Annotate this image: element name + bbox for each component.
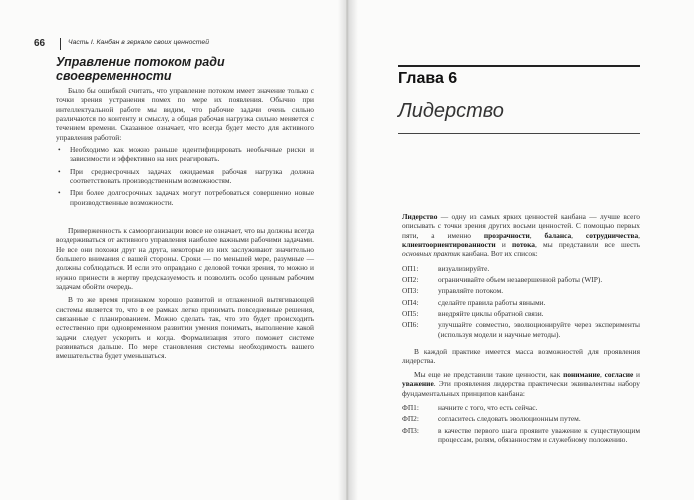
list-item-text: управляйте потоком. [438, 286, 504, 296]
list-item-text: Необходимо как можно раньше идентифицировать необычные риски и зависимости и эффективно на них реагировать. [70, 145, 314, 164]
list-code: ФП3: [402, 425, 419, 435]
value-term: потока [512, 240, 535, 250]
list-item [402, 275, 640, 284]
paragraph: Было бы ошибкой считать, что управление потоком имеет значение только с точки зрения устранения помех по мере их появления. Обычно при интеллектуальной работе мы видим, что рабочие задачи очень сильно различаются по контенту и смыслу, а общая рабочая нагрузка сильно меняется с течением времени. Сказанное означает, что всегда будет место для активного управления работой: [56, 86, 314, 142]
list-code: ОП6: [402, 320, 419, 330]
list-item-text: в качестве первого шага проявите уважение к существующим процессам, ролям, обязанностям и служебному положению. [438, 425, 640, 444]
value-term: прозрачности [483, 230, 530, 240]
list-item [402, 298, 640, 307]
list-item [402, 414, 640, 423]
list-item-text: внедряйте циклы обратной связи. [438, 309, 544, 319]
value-term: согласие [604, 369, 634, 379]
term-leadership: Лидерство [402, 212, 438, 221]
list-item [56, 188, 314, 207]
bullet-icon: • [58, 145, 61, 155]
list-item-text: сделайте правила работы явными. [438, 297, 546, 307]
text-run: , мы представили все шесть [534, 240, 640, 250]
text-run: , [638, 230, 641, 240]
text-run: — одну из самых ярких ценностей канбана — лучше всего описывать с точки зрения других восьми ценностей. С помощью первых пяти, а именно [402, 212, 640, 240]
list-code: ОП3: [402, 286, 419, 296]
value-term: понимание [563, 369, 601, 379]
intro-paragraph [402, 212, 640, 259]
list-item [402, 320, 640, 339]
page-number: 66 [34, 38, 46, 49]
text-run: , [529, 230, 545, 240]
list-item [402, 403, 640, 412]
list-code: ФП1: [402, 402, 419, 412]
principles-list [402, 403, 640, 444]
list-code: ОП4: [402, 297, 419, 307]
values-paragraph [402, 370, 640, 398]
book-gutter [338, 0, 358, 500]
list-item [402, 426, 640, 445]
list-code: ОП2: [402, 275, 419, 285]
running-head-title: Часть I. Канбан в зеркале своих ценностей [68, 39, 209, 46]
list-item-text: визуализируйте. [438, 263, 490, 273]
core-practices-list [402, 264, 640, 339]
list-item-text: При среднесрочных задачах ожидаемая рабочая нагрузка должна соответствовать производственным возможностям. [70, 166, 314, 186]
list-code: ФП2: [402, 414, 419, 424]
paragraph: Приверженность к самоорганизации вовсе не означает, что вы должны всегда воздерживаться от активного управления наиболее важными рабочими задачами. Не все они похожи друг на друга, некоторые из них заслуживают значительно большего внимания с вашей стороны. Сроки — по меньшей мере, разумные — должны соблюдаться. И если это оправдано с деловой точки зрения, то можно и нужно принести в жертву предсказуемость и позволить особо ценным рабочим задачам обойти очередь. [56, 226, 314, 292]
list-item-text: ограничивайте объем незавершенной работы (WIP). [438, 275, 603, 285]
list-item [402, 309, 640, 318]
value-term: баланса [544, 230, 572, 240]
italic-term: основных практик [402, 249, 461, 259]
list-item [402, 286, 640, 295]
chapter-label: Глава 6 [398, 70, 458, 87]
value-term: клиентоориентированности [402, 240, 496, 250]
list-item [56, 167, 314, 186]
value-term: уважение [402, 379, 434, 389]
chapter-title: Лидерство [398, 100, 504, 122]
text-run: и [633, 369, 641, 379]
left-body-top [56, 86, 314, 210]
bullet-icon: • [58, 166, 61, 176]
running-head [34, 38, 324, 52]
bullet-list [56, 145, 314, 207]
list-item [402, 264, 640, 273]
text-run: и [495, 240, 513, 250]
chapter-top-rule [398, 65, 640, 67]
list-code: ОП5: [402, 309, 419, 319]
list-item-text: согласитесь следовать эволюционным путем. [438, 414, 581, 424]
list-code: ОП1: [402, 263, 419, 273]
text-run: , [600, 369, 605, 379]
list-item-text: При более долгосрочных задачах могут потребоваться совершенно новые производственные возможности. [70, 188, 314, 207]
right-body [402, 212, 640, 446]
list-item [56, 145, 314, 164]
text-run: канбана. Вот их список: [460, 249, 538, 259]
paragraph: В то же время признаком хорошо развитой и отлаженной вытягивающей системы является то, что в ее рамках легко принимать повседневные решения, связанные с планированием. Можно сделать так, что это будет происходить естественно при одновременном развитии умения понимать, выполнение какой задачи следует ускорить и когда. Формализация этого поможет системе развиваться дальше. По мере становления системы необходимость вашего вмешательства будет уменьшаться. [56, 295, 314, 361]
section-title: Управление потоком ради своевременности [56, 55, 225, 83]
running-head-divider [60, 38, 61, 50]
list-item-text: начните с того, что есть сейчас. [438, 402, 538, 412]
chapter-title-rule [398, 133, 640, 134]
text-run: , [571, 230, 586, 240]
bullet-icon: • [58, 188, 61, 198]
paragraph: В каждой практике имеется масса возможностей для проявления лидерства. [402, 347, 640, 366]
list-item-text: улучшайте совместно, эволюционируйте через эксперименты (используя модели и научные методы). [438, 320, 640, 339]
left-body-bottom [56, 226, 314, 361]
text-run: Мы еще не представили такие ценности, как [414, 369, 564, 379]
text-run: . Эти проявления лидерства практически эквивалентны набору фундаментальных принципов канбана: [402, 379, 640, 398]
value-term: сотрудничества [585, 230, 639, 240]
